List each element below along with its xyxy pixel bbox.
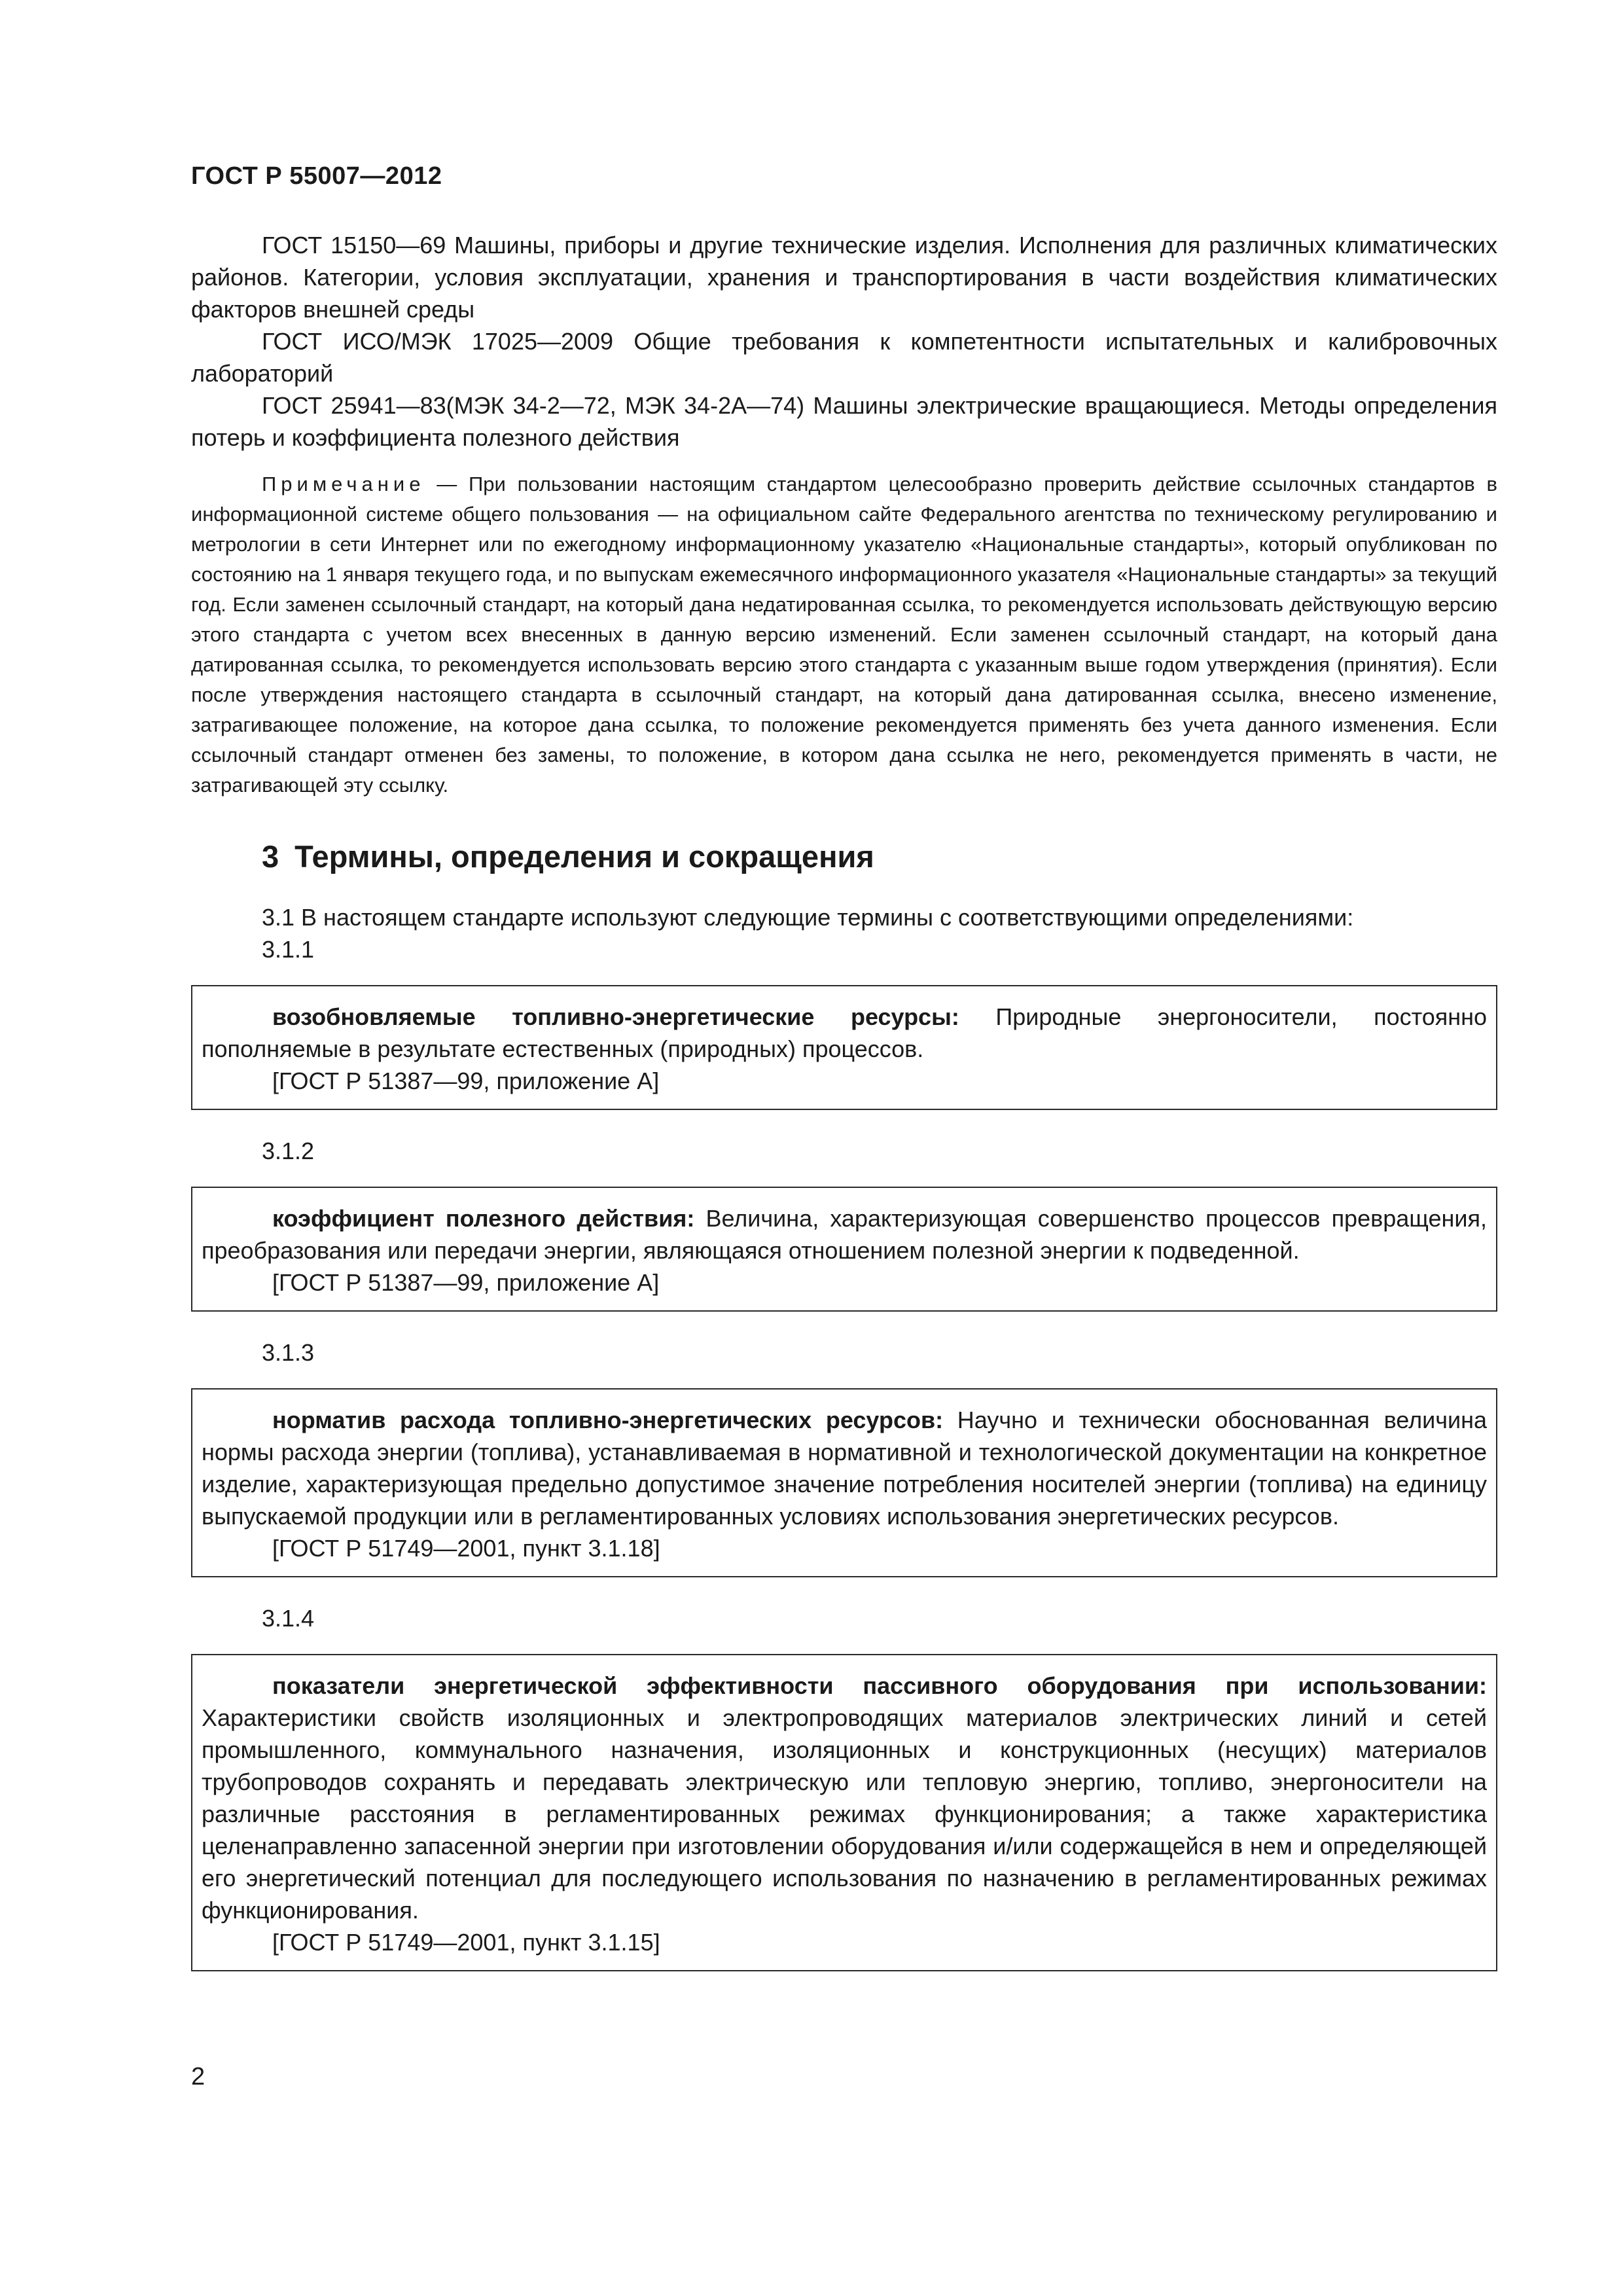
term-box	[191, 985, 1497, 1110]
term-definition	[202, 1404, 1487, 1532]
term-definition	[202, 1670, 1487, 1926]
term-number: 3.1.2	[262, 1138, 315, 1164]
term-number: 3.1.1	[262, 936, 315, 963]
term-definition	[202, 1001, 1487, 1065]
term-definition-text: Природные энергоносители, постоянно пополняемые в результате естественных (природных) процессов.	[202, 1003, 1487, 1062]
page-content	[191, 229, 1497, 1971]
term-definition-text: Характеристики свойств изоляционных и электропроводящих материалов электрических линий и сетей промышленного, коммунального назначения, изоляционных и конструкционных (несущих) материалов трубопроводов сохранять и передавать электрическую или тепловую энергию, топливо, энергоносители на различные расстояния в регламентированных режимах функционирования; а также характеристика целенаправленно запасенной энергии при изготовлении оборудования и/или содержащейся в нем и определяющей его энергетический потенциал для последующего использования по назначению в регламентированных режимах функционирования.	[202, 1704, 1487, 1924]
term-box	[191, 1388, 1497, 1577]
term-definition	[202, 1202, 1487, 1266]
note-text: — При пользовании настоящим стандартом целесообразно проверить действие ссылочных стандартов в информационной системе общего пользования — на официальном сайте Федерального агентства по техническому регулированию и метрологии в сети Интернет или по ежегодному информационному указателю «Национальные стандарты», который опубликован по состоянию на 1 января текущего года, и по выпускам ежемесячного информационного указателя «Национальные стандарты» за текущий год. Если заменен ссылочный стандарт, на который дана недатированная ссылка, то рекомендуется использовать действующую версию этого стандарта с учетом всех внесенных в данную версию изменений. Если заменен ссылочный стандарт, на который дана датированная ссылка, то рекомендуется использовать версию этого стандарта с указанным выше годом утверждения (принятия). Если после утверждения настоящего стандарта в ссылочный стандарт, на который дана датированная ссылка, внесено изменение, затрагивающее положение, на которое дана ссылка, то положение рекомендуется применять без учета данного изменения. Если ссылочный стандарт отменен без замены, то положение, в котором дана ссылка не него, рекомендуется применять в части, не затрагивающей эту ссылку.	[191, 473, 1498, 797]
term-title: возобновляемые топливно-энергетические ресурсы:	[272, 1003, 959, 1030]
term-number: 3.1.3	[262, 1339, 315, 1366]
term-box	[191, 1654, 1497, 1971]
term-definition-text: Научно и технически обоснованная величина нормы расхода энергии (топлива), устанавливаемая в нормативной и технологической документации на конкретное изделие, характеризующая предельно допустимое значение потребления носителей энергии (топлива) на единицу выпускаемой продукции или в регламентированных условиях использования энергетических ресурсов.	[202, 1407, 1487, 1530]
section-number: 3	[262, 839, 279, 874]
term-title: норматив расхода топливно-энергетических ресурсов:	[272, 1407, 944, 1433]
section-intro: 3.1 В настоящем стандарте используют следующие термины с соответствующими определениями:	[262, 904, 1354, 931]
term-source: [ГОСТ Р 51749—2001, пункт 3.1.15]	[272, 1929, 660, 1956]
note-paragraph	[191, 469, 1497, 800]
term-title: показатели энергетической эффективности пассивного оборудования при использовании:	[272, 1672, 1487, 1699]
running-head: ГОСТ Р 55007—2012	[191, 162, 442, 190]
section-title: Термины, определения и сокращения	[294, 839, 874, 874]
term-definition-text: Величина, характеризующая совершенство процессов превращения, преобразования или передачи энергии, являющаяся отношением полезной энергии к подведенной.	[202, 1205, 1487, 1264]
term-source: [ГОСТ Р 51387—99, приложение А]	[272, 1067, 660, 1094]
reference-item: ГОСТ ИСО/МЭК 17025—2009 Общие требования к компетентности испытательных и калибровочных лабораторий	[191, 328, 1497, 387]
term-title: коэффициент полезного действия:	[272, 1205, 695, 1232]
term-number: 3.1.4	[262, 1605, 315, 1632]
reference-item: ГОСТ 25941—83(МЭК 34-2—72, МЭК 34-2А—74) Машины электрические вращающиеся. Методы определения потерь и коэффициента полезного действия	[191, 392, 1497, 451]
page-number: 2	[191, 2063, 205, 2090]
note-label: Примечание	[262, 473, 425, 495]
term-box	[191, 1187, 1497, 1312]
reference-item: ГОСТ 15150—69 Машины, приборы и другие технические изделия. Исполнения для различных климатических районов. Категории, условия эксплуатации, хранения и транспортирования в части воздействия климатических факторов внешней среды	[191, 232, 1497, 323]
section-heading	[262, 837, 1497, 876]
term-source: [ГОСТ Р 51387—99, приложение А]	[272, 1269, 660, 1296]
term-source: [ГОСТ Р 51749—2001, пункт 3.1.18]	[272, 1535, 660, 1562]
